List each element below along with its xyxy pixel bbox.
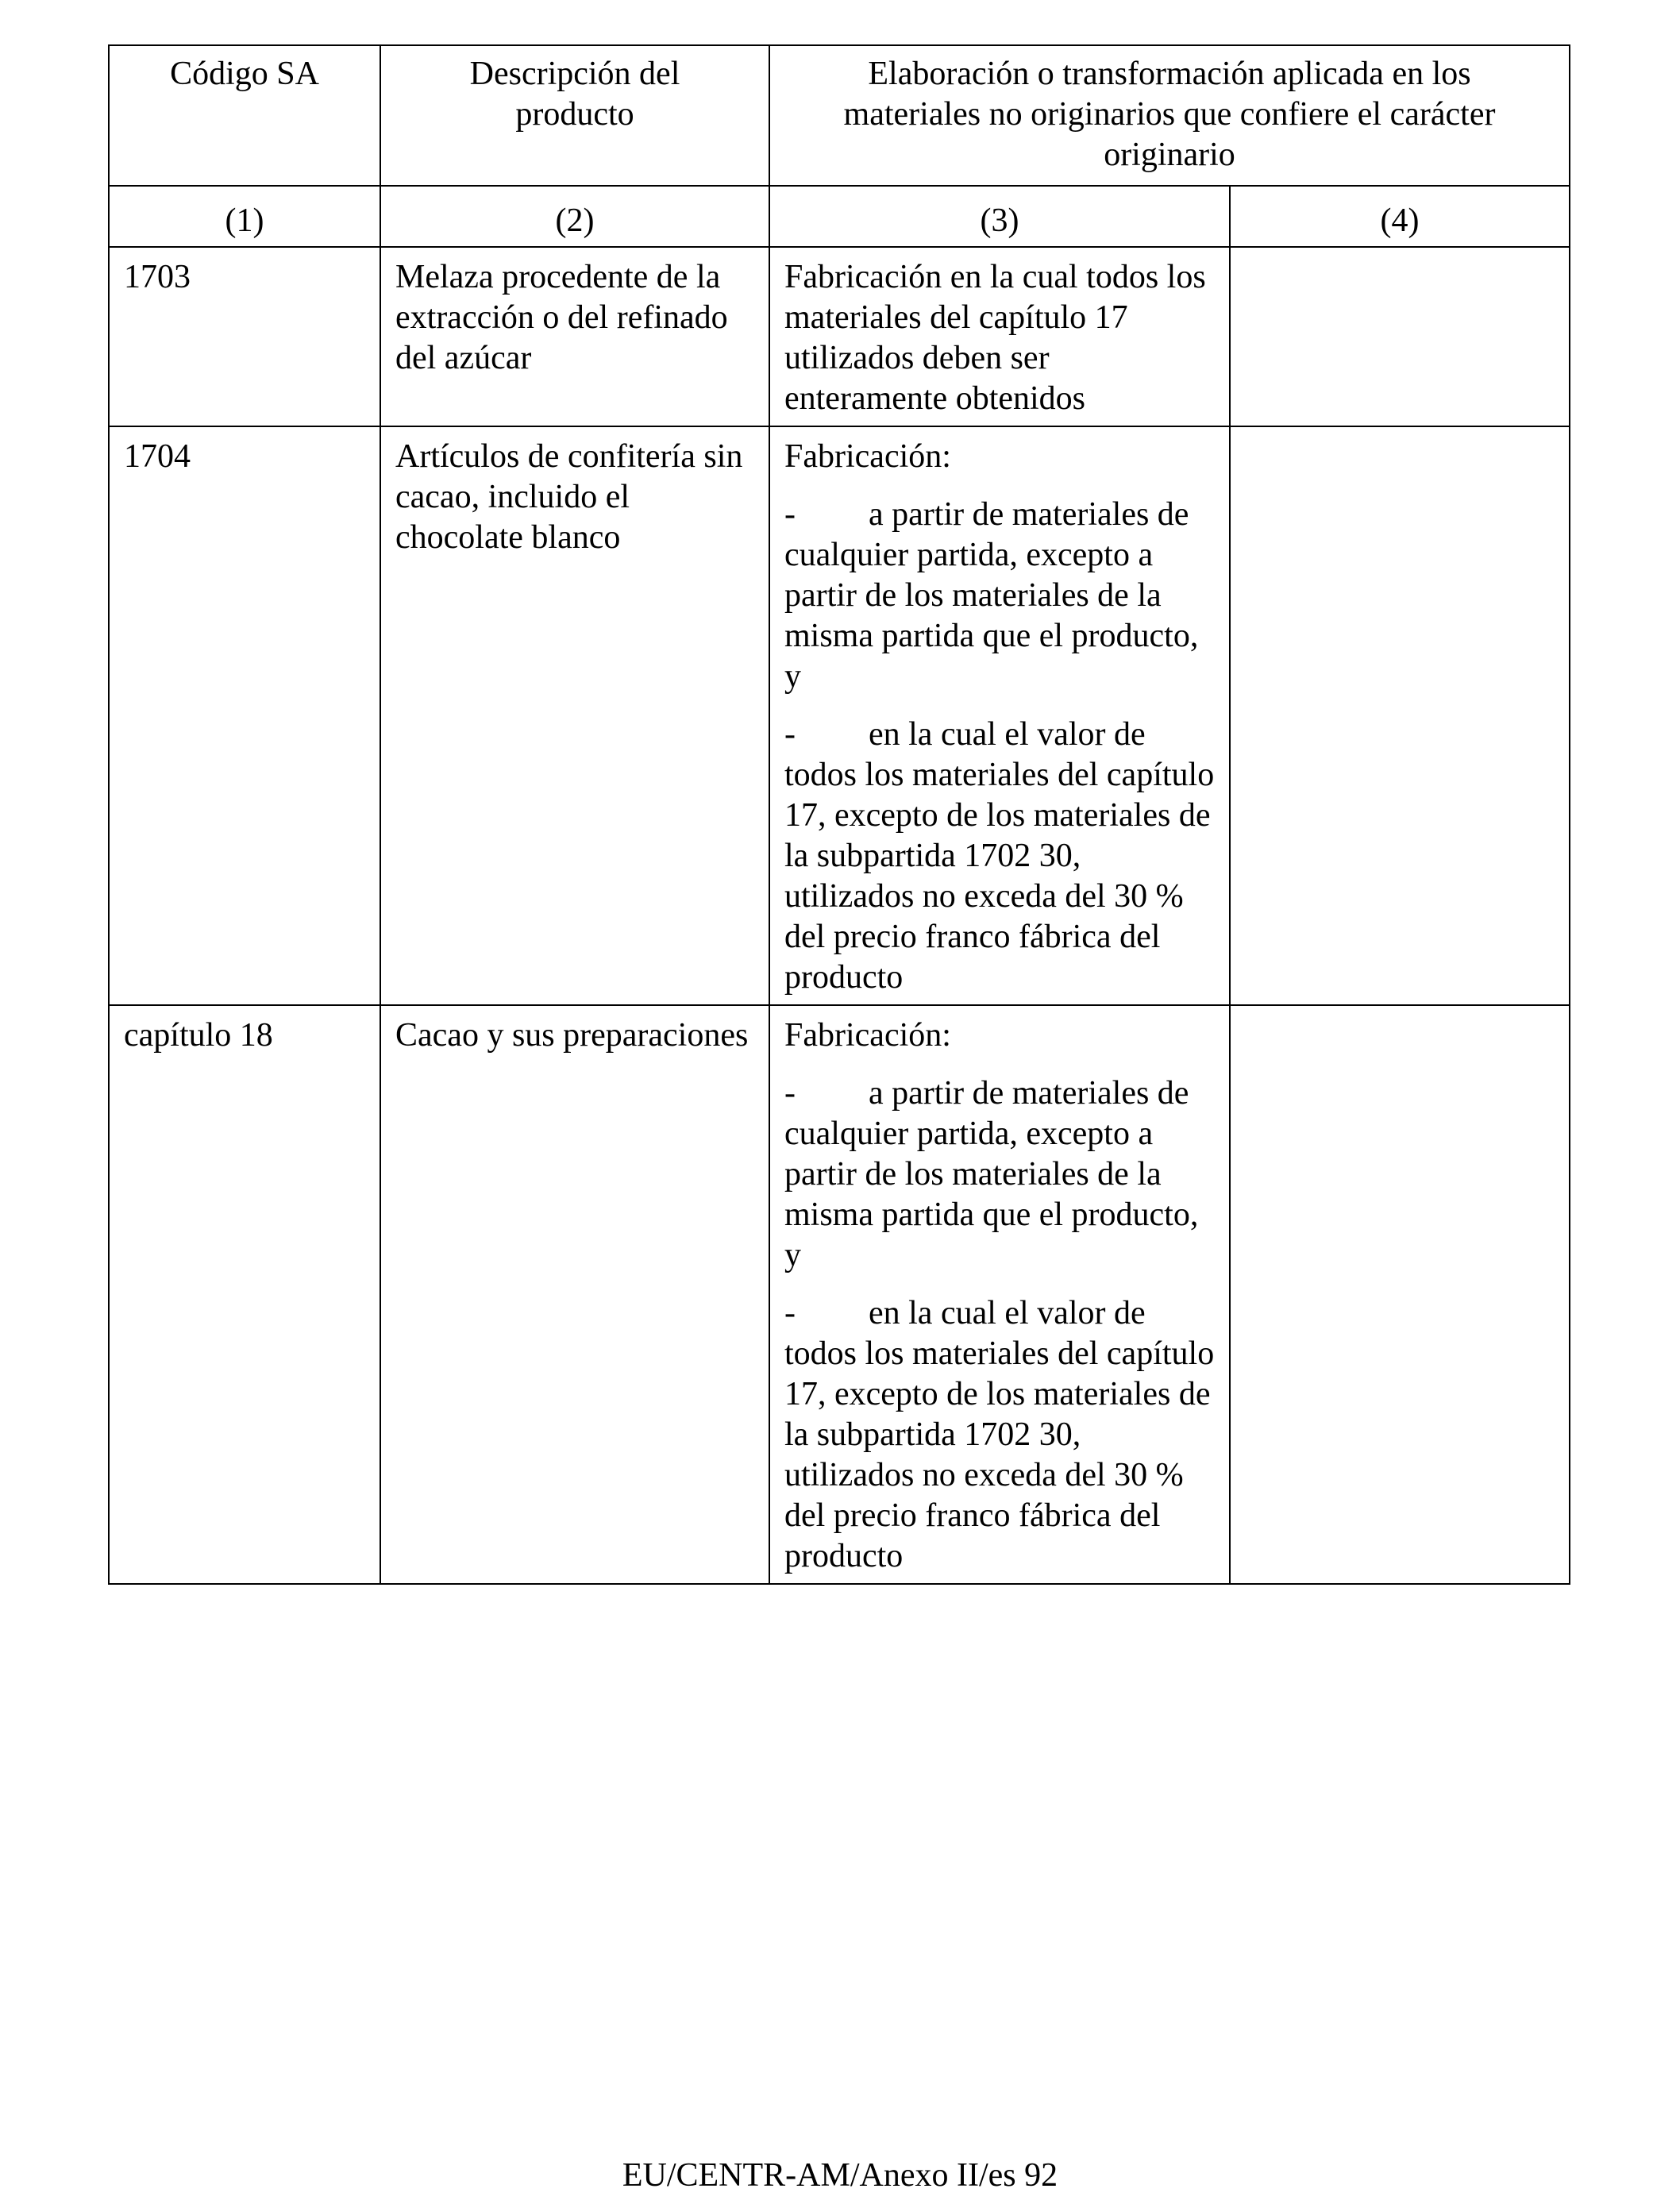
rule-item-text: en la cual el valor de todos los materiales del capítulo 17, excepto de los materiales de la subpartida 1702 30, utilizados no exceda del 30 % del precio franco fábrica del producto: [784, 1295, 1215, 1574]
rule-item-text: a partir de materiales de cualquier partida, excepto a partir de los materiales de la misma partida que el producto, y: [784, 496, 1199, 695]
rule-item-text: en la cual el valor de todos los materiales del capítulo 17, excepto de los materiales de la subpartida 1702 30, utilizados no exceda del 30 % del precio franco fábrica del producto: [784, 716, 1215, 996]
header-elaboracion: [769, 45, 1570, 186]
dash-marker: -: [784, 1075, 796, 1112]
rule-item: [784, 495, 1215, 697]
cell-description: Melaza procedente de la extracción o del refinado del azúcar: [380, 247, 769, 426]
header-descripcion-line2: producto: [515, 96, 634, 133]
dash-marker: -: [784, 496, 796, 533]
column-number-4: (4): [1230, 186, 1570, 247]
header-elaboracion-line2: materiales no originarios que confiere el carácter: [843, 96, 1496, 133]
cell-code: capítulo 18: [109, 1005, 380, 1584]
dash-marker: -: [784, 1295, 796, 1331]
rule-intro: Fabricación en la cual todos los materiales del capítulo 17 utilizados deben ser enteramente obtenidos: [784, 259, 1206, 417]
table-row-1703: [109, 247, 1570, 426]
cell-rule: [769, 426, 1230, 1005]
rule-item-text: a partir de materiales de cualquier partida, excepto a partir de los materiales de la misma partida que el producto, y: [784, 1075, 1199, 1273]
cell-col4: [1230, 247, 1570, 426]
header-elaboracion-line1: Elaboración o transformación aplicada en los: [868, 56, 1471, 92]
column-number-1: (1): [109, 186, 380, 247]
table-header-row: [109, 45, 1570, 186]
rules-of-origin-table: [108, 44, 1570, 1585]
dash-marker: -: [784, 716, 796, 753]
header-elaboracion-line3: originario: [1104, 137, 1235, 173]
column-number-2: (2): [380, 186, 769, 247]
header-codigo-sa-text: Código SA: [170, 56, 319, 92]
cell-col4: [1230, 1005, 1570, 1584]
cell-rule: [769, 247, 1230, 426]
cell-rule: [769, 1005, 1230, 1584]
header-descripcion-line1: Descripción del: [469, 56, 680, 92]
page-footer-reference: EU/CENTR-AM/Anexo II/es 92: [622, 2157, 1058, 2194]
column-number-3: (3): [769, 186, 1230, 247]
header-descripcion: [380, 45, 769, 186]
header-codigo-sa: [109, 45, 380, 186]
rule-item: [784, 715, 1215, 998]
rule-intro: Fabricación:: [784, 438, 951, 475]
cell-code: 1704: [109, 426, 380, 1005]
table-row-1704: [109, 426, 1570, 1005]
table-row-capitulo-18: [109, 1005, 1570, 1584]
cell-code: 1703: [109, 247, 380, 426]
cell-description: Cacao y sus preparaciones: [380, 1005, 769, 1584]
cell-description: Artículos de confitería sin cacao, incluido el chocolate blanco: [380, 426, 769, 1005]
rule-item: [784, 1293, 1215, 1577]
cell-col4: [1230, 426, 1570, 1005]
rule-item: [784, 1073, 1215, 1276]
rule-intro: Fabricación:: [784, 1017, 951, 1054]
column-number-row: [109, 186, 1570, 247]
